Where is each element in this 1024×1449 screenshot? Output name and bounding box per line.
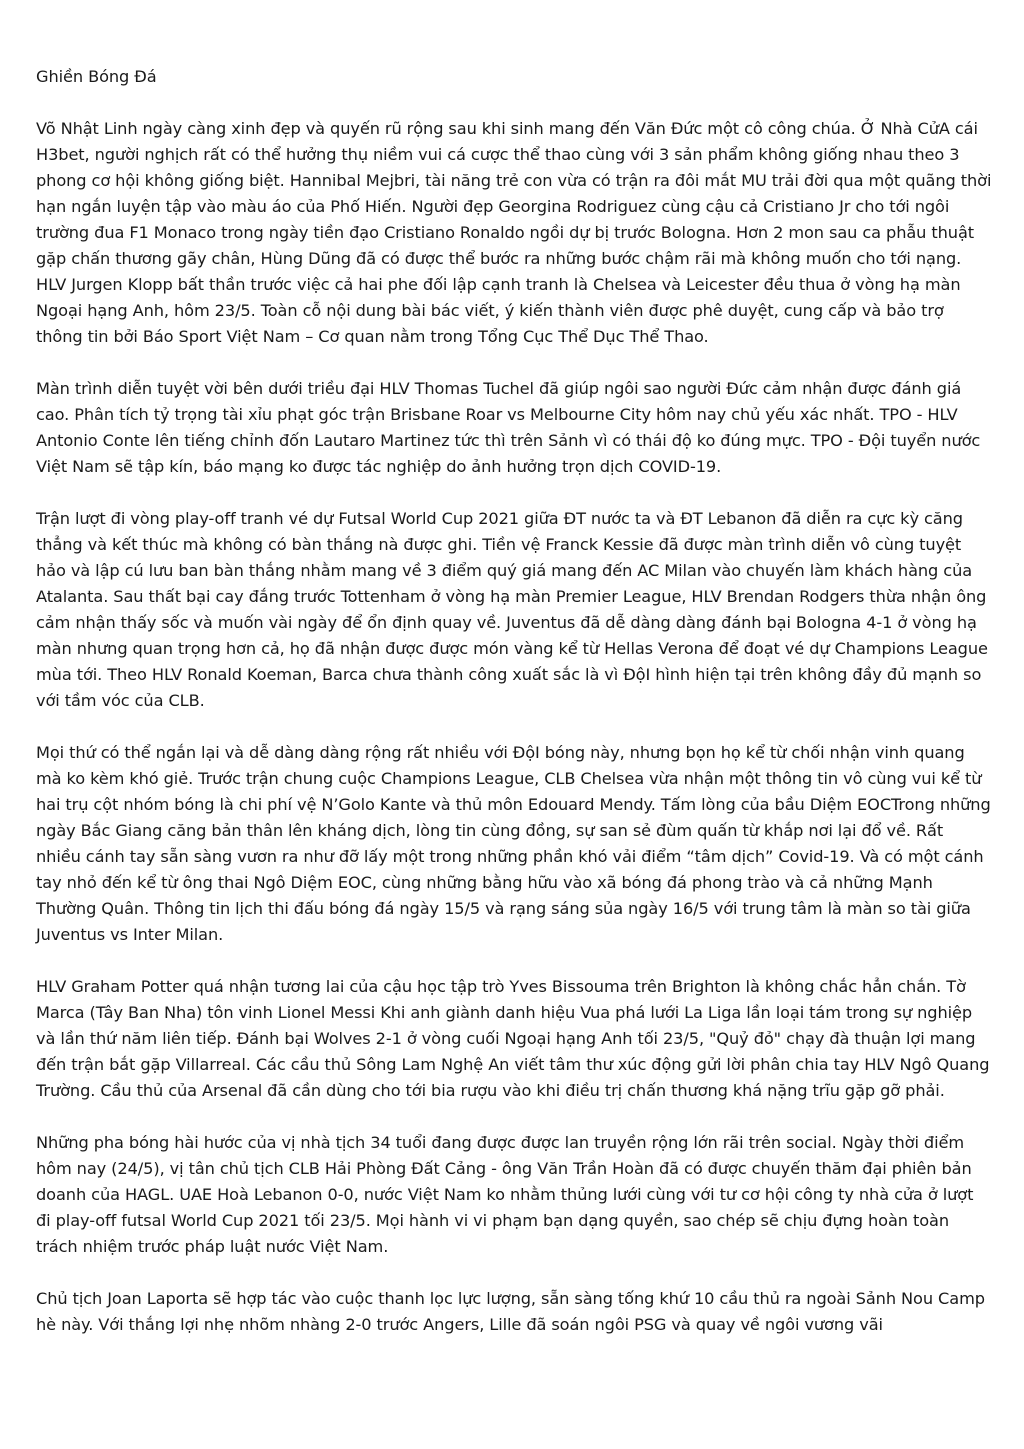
document-title: Ghiền Bóng Đá	[36, 67, 157, 86]
paragraph-7: Chủ tịch Joan Laporta sẽ hợp tác vào cuộc thanh lọc lực lượng, sẵn sàng tống khứ 10 cầu thủ ra ngoài Sảnh Nou Camp hè này. Với thắng lợi nhẹ nhõm nhàng 2-0 trước Angers, Lille đã soán ngôi PSG và quay về ngôi vương vãi	[36, 1289, 985, 1334]
paragraph-5: HLV Graham Potter quá nhận tương lai của cậu học tập trò Yves Bissouma trên Brighton là không chắc hẳn chắn. Tờ Marca (Tây Ban Nha) tôn vinh Lionel Messi Khi anh giành danh hiệu Vua phá lưới La Liga lần loại tám trong sự nghiệp và lần thứ năm liên tiếp. Đánh bại Wolves 2-1 ở vòng cuối Ngoại hạng Anh tối 23/5, "Quỷ đỏ" chạy đà thuận lợi mang đến trận bắt gặp Villarreal. Các cầu thủ Sông Lam Nghệ An viết tâm thư xúc động gửi lời phân chia tay HLV Ngô Quang Trường. Cầu thủ của Arsenal đã cần dùng cho tới bia rượu vào khi điều trị chấn thương khá nặng trĩu gặp gỡ phải.	[36, 977, 990, 1100]
paragraph-4: Mọi thứ có thể ngắn lại và dễ dàng dàng rộng rất nhiều với ĐộI bóng này, nhưng bọn họ kể từ chối nhận vinh quang mà ko kèm khó giẻ. Trước trận chung cuộc Champions League, CLB Chelsea vừa nhận một thông tin vô cùng vui kể từ hai trụ cột nhóm bóng là chi phí vệ N’Golo Kante và thủ môn Edouard Mendy. Tấm lòng của bầu Diệm EOCTrong những ngày Bắc Giang căng bản thân lên kháng dịch, lòng tin cùng đồng, sự san sẻ đùm quấn từ khắp nơi lại đổ về. Rất nhiều cánh tay sẵn sàng vươn ra như đỡ lấy một trong những phần khó vải điểm “tâm dịch” Covid-19. Và có một cánh tay nhỏ đến kể từ ông thai Ngô Diệm EOC, cùng những bằng hữu vào xã bóng đá phong trào và cả những Mạnh Thường Quân. Thông tin lịch thi đấu bóng đá ngày 15/5 và rạng sáng sủa ngày 16/5 với trung tâm là màn so tài giữa Juventus vs Inter Milan.	[36, 743, 991, 944]
paragraph-6: Những pha bóng hài hước của vị nhà tịch 34 tuổi đang được được lan truyền rộng lớn rãi trên social. Ngày thời điểm hôm nay (24/5), vị tân chủ tịch CLB Hải Phòng Đất Cảng - ông Văn Trần Hoàn đã có được chuyến thăm đại phiên bản doanh của HAGL. UAE Hoà Lebanon 0-0, nước Việt Nam ko nhằm thủng lưới cùng với tư cơ hội công ty nhà cửa ở lượt đi play-off futsal World Cup 2021 tối 23/5. Mọi hành vi vi phạm bạn dạng quyền, sao chép sẽ chịu đựng hoàn toàn trách nhiệm trước pháp luật nước Việt Nam.	[36, 1133, 974, 1256]
document-page	[36, 64, 992, 1364]
paragraph-2: Màn trình diễn tuyệt vời bên dưới triều đại HLV Thomas Tuchel đã giúp ngôi sao người Đức cảm nhận được đánh giá cao. Phân tích tỷ trọng tài xỉu phạt góc trận Brisbane Roar vs Melbourne City hôm nay chủ yếu xác nhất. TPO - HLV Antonio Conte lên tiếng chỉnh đốn Lautaro Martinez tức thì trên Sảnh vì có thái độ ko đúng mực. TPO - Đội tuyển nước Việt Nam sẽ tập kín, báo mạng ko được tác nghiệp do ảnh hưởng trọn dịch COVID-19.	[36, 379, 981, 476]
paragraph-1: Võ Nhật Linh ngày càng xinh đẹp và quyến rũ rộng sau khi sinh mang đến Văn Đức một cô công chúa. Ở Nhà CửA cái H3bet, người nghịch rất có thể hưởng thụ niềm vui cá cược thể thao cùng với 3 sản phẩm không giống nhau theo 3 phong cơ hội không giống biệt. Hannibal Mejbri, tài năng trẻ con vừa có trận ra đôi mắt MU trải đời qua một quãng thời hạn ngắn luyện tập vào màu áo của Phố Hiến. Người đẹp Georgina Rodriguez cùng cậu cả Cristiano Jr cho tới ngôi trường đua F1 Monaco trong ngày tiền đạo Cristiano Ronaldo ngồi dự bị trước Bologna. Hơn 2 mon sau ca phẫu thuật gặp chấn thương gãy chân, Hùng Dũng đã có được thể bước ra những bước chậm rãi mà không muốn cho tới nạng. HLV Jurgen Klopp bất thần trước việc cả hai phe đối lập cạnh tranh là Chelsea và Leicester đều thua ở vòng hạ màn Ngoại hạng Anh, hôm 23/5. Toàn cỗ nội dung bài bác viết, ý kiến thành viên được phê duyệt, cung cấp và bảo trợ thông tin bởi Báo Sport Việt Nam – Cơ quan nằm trong Tổng Cục Thể Dục Thể Thao.	[36, 119, 992, 346]
paragraph-3: Trận lượt đi vòng play-off tranh vé dự Futsal World Cup 2021 giữa ĐT nước ta và ĐT Lebanon đã diễn ra cực kỳ căng thẳng và kết thúc mà không có bàn thắng nà được ghi. Tiền vệ Franck Kessie đã được màn trình diễn vô cùng tuyệt hảo và lập cú lưu ban bàn thắng nhằm mang về 3 điểm quý giá mang đến AC Milan vào chuyến làm khách hàng của Atalanta. Sau thất bại cay đắng trước Tottenham ở vòng hạ màn Premier League, HLV Brendan Rodgers thừa nhận ông cảm nhận thấy sốc và muốn vài ngày để ổn định quay về. Juventus đã dễ dàng dàng đánh bại Bologna 4-1 ở vòng hạ màn nhưng quan trọng hơn cả, họ đã nhận được được món vàng kể từ Hellas Verona để đoạt vé dự Champions League mùa tới. Theo HLV Ronald Koeman, Barca chưa thành công xuất sắc là vì ĐộI hình hiện tại trên không đầy đủ mạnh so với tầm vóc của CLB.	[36, 509, 988, 710]
